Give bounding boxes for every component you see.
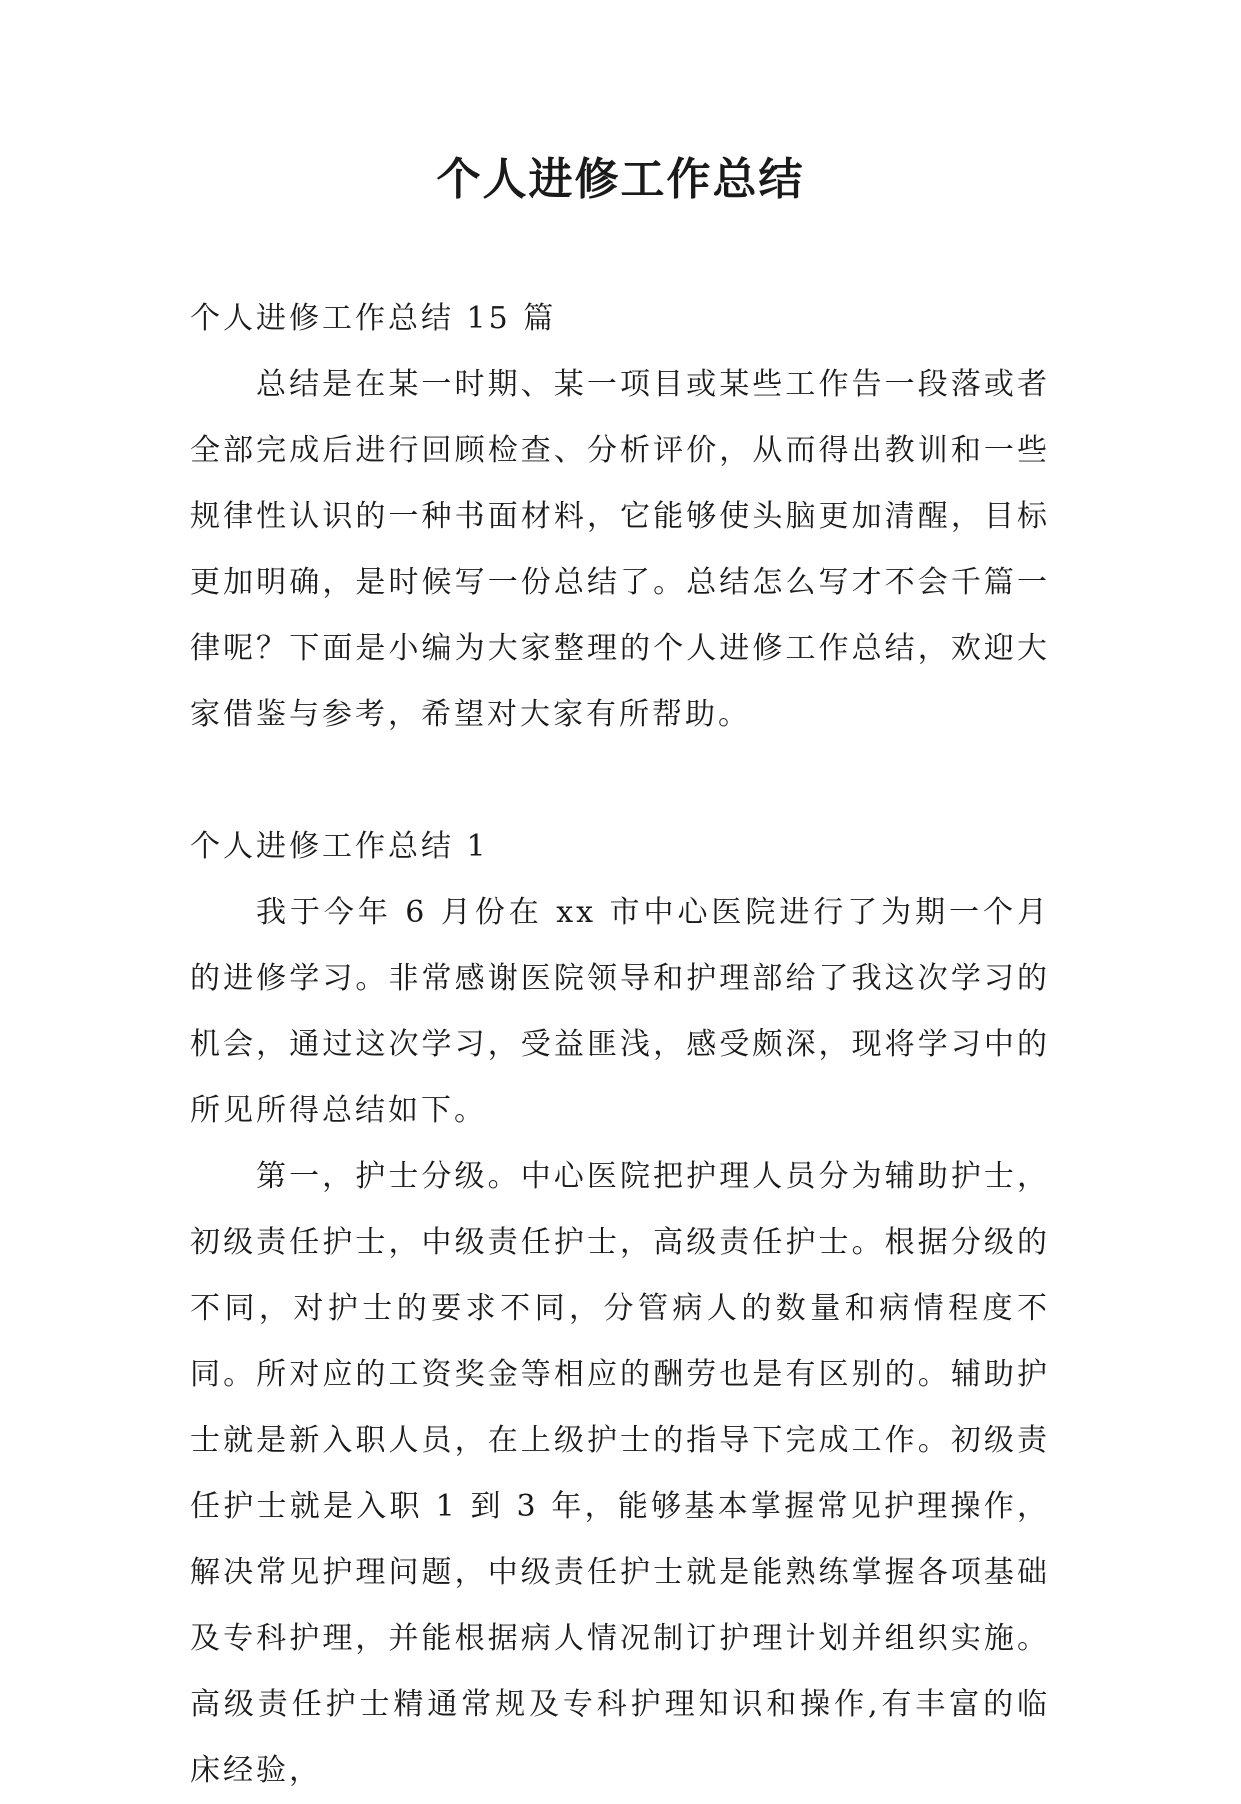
section1-heading: 个人进修工作总结 1 [190, 829, 489, 864]
section-spacer [190, 748, 1050, 814]
intro-paragraph: 总结是在某一时期、某一项目或某些工作告一段落或者全部完成后进行回顾检查、分析评价，从而得出教训和一些规律性认识的一种书面材料，它能够使头脑更加清醒，目标更加明确，是时候写一份总结了。总结怎么写才不会千篇一律呢？下面是小编为大家整理的个人进修工作总结，欢迎大家借鉴与参考，希望对大家有所帮助。 [190, 367, 1050, 732]
section1-paragraph1: 我于今年 6 月份在 xx 市中心医院进行了为期一个月的进修学习。非常感谢医院领导和护理部给了我这次学习的机会，通过这次学习，受益匪浅，感受颇深，现将学习中的所见所得总结如下。 [190, 895, 1050, 1128]
document-title: 个人进修工作总结 [436, 154, 805, 205]
section1-paragraph2: 第一，护士分级。中心医院把护理人员分为辅助护士，初级责任护士，中级责任护士，高级责任护士。根据分级的不同，对护士的要求不同，分管病人的数量和病情程度不同。所对应的工资奖金等相应的酬劳也是有区别的。辅助护士就是新入职人员，在上级护士的指导下完成工作。初级责任护士就是入职 1 到 3 年，能够基本掌握常见护理操作，解决常见护理问题，中级责任护士就是能熟练掌握各项基础及专科护理，并能根据病人情况制订护理计划并组织实施。高级责任护士精通常规及专科护理知识和操作,有丰富的临床经验， [190, 1159, 1050, 1788]
intro-heading: 个人进修工作总结 15 篇 [190, 301, 557, 336]
document-body [190, 286, 1050, 1804]
